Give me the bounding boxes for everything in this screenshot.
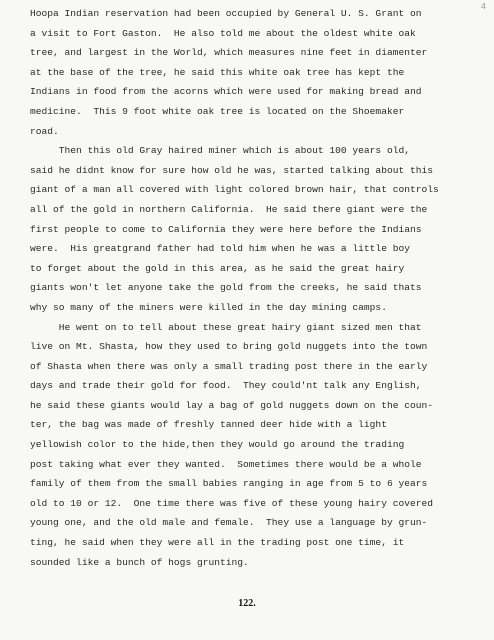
text-line: yellowish color to the hide,then they would go around the trading (30, 439, 405, 451)
text-line: He went on to tell about these great hairy giant sized men that (30, 321, 422, 333)
text-line: ting, he said when they were all in the trading post one time, it (30, 537, 405, 549)
text-line: a visit to Fort Gaston. He also told me about the oldest white oak (30, 27, 416, 39)
text-line: first people to come to California they were here before the Indians (30, 223, 422, 235)
text-line: giants won't let anyone take the gold from the creeks, he said thats (30, 282, 422, 294)
text-line: post taking what ever they wanted. Sometimes there would be a whole (30, 458, 422, 470)
text-line: Indians in food from the acorns which were used for making bread and (30, 86, 422, 98)
text-line: he said these giants would lay a bag of gold nuggets down on the coun- (30, 399, 434, 411)
text-line: family of them from the small babies ranging in age from 5 to 6 years (30, 478, 428, 490)
page-number: 122. (238, 598, 256, 609)
text-line: why so many of the miners were killed in the day mining camps. (30, 301, 387, 313)
text-line: live on Mt. Shasta, how they used to bring gold nuggets into the town (30, 341, 428, 353)
text-line: all of the gold in northern California. He said there giant were the (30, 203, 428, 215)
text-line: sounded like a bunch of hogs grunting. (30, 556, 249, 568)
text-line: Hoopa Indian reservation had been occupied by General U. S. Grant on (30, 8, 422, 19)
text-line: old to 10 or 12. One time there was five of these young hairy covered (30, 497, 434, 509)
text-line: of Shasta when there was only a small trading post there in the early (30, 360, 428, 372)
text-line: medicine. This 9 foot white oak tree is located on the Shoemaker (30, 105, 405, 117)
text-line: ter, the bag was made of freshly tanned deer hide with a light (30, 419, 387, 431)
text-line: to forget about the gold in this area, as he said the great hairy (30, 262, 405, 274)
text-line: young one, and the old male and female. They use a language by grun- (30, 517, 428, 529)
text-line: Then this old Gray haired miner which is about 100 years old, (30, 145, 410, 157)
text-line: said he didnt know for sure how old he was, started talking about this (30, 164, 434, 176)
text-line: tree, and largest in the World, which measures nine feet in diamenter (30, 47, 428, 59)
typed-body-text (30, 4, 470, 572)
text-line: road. (30, 125, 59, 137)
text-line: days and trade their gold for food. They could'nt talk any English, (30, 380, 422, 392)
corner-mark: 4 (480, 2, 486, 12)
text-line: were. His greatgrand father had told him when he was a little boy (30, 243, 410, 255)
text-line: at the base of the tree, he said this white oak tree has kept the (30, 66, 405, 78)
text-line: giant of a man all covered with light colored brown hair, that controls (30, 184, 439, 196)
